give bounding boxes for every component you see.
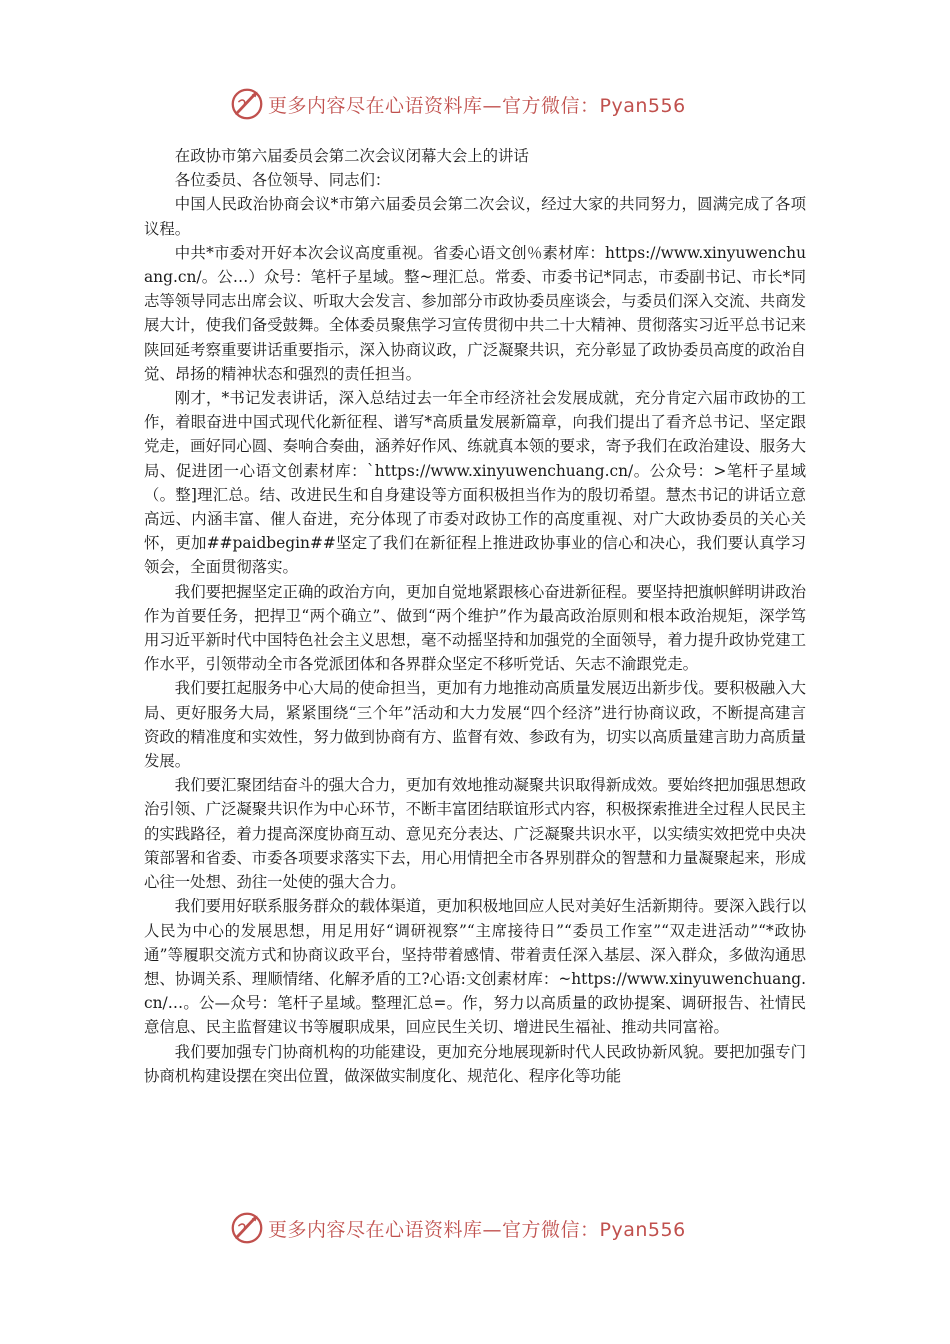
greeting: 各位委员、各位领导、同志们：: [174, 171, 391, 190]
pen-swirl-logo-icon: [228, 1209, 266, 1247]
banner-text: 更多内容尽在心语资料库—官方微信：Pyan556: [268, 94, 686, 117]
document-title: 在政协市第六届委员会第二次会议闭幕大会上的讲话: [174, 147, 529, 165]
document-body: [144, 144, 806, 1088]
pen-swirl-logo-icon: [228, 85, 266, 123]
header-banner: [228, 84, 748, 124]
paragraph: 我们要汇聚团结奋斗的强大合力，更加有效地推动凝聚共识取得新成效。要始终把加强思想政治引领、广泛凝聚共识作为中心环节，不断丰富团结联谊形式内容，积极探索推进全过程人民民主的实践路径，着力提高深度协商互动、意见充分表达、广泛凝聚共识水平，以实绩实效把党中央决策部署和省委、市委各项要求落实下去，用心用情把全市各界别群众的智慧和力量凝聚起来，形成心往一处想、劲往一处使的强大合力。: [144, 776, 806, 892]
paragraph: 我们要加强专门协商机构的功能建设，更加充分地展现新时代人民政协新风貌。要把加强专门协商机构建设摆在突出位置，做深做实制度化、规范化、程序化等功能: [144, 1042, 806, 1085]
footer-banner: [228, 1208, 748, 1248]
banner-text: 更多内容尽在心语资料库—官方微信：Pyan556: [268, 1218, 686, 1241]
paragraph: 我们要扛起服务中心大局的使命担当，更加有力地推动高质量发展迈出新步伐。要积极融入大局、更好服务大局，紧紧围绕“三个年”活动和大力发展“四个经济”进行协商议政，不断提高建言资政的精准度和实效性，努力做到协商有方、监督有效、参政有为，切实以高质量建言助力高质量发展。: [144, 679, 806, 771]
paragraph: 我们要用好联系服务群众的载体渠道，更加积极地回应人民对美好生活新期待。要深入践行以人民为中心的发展思想，用足用好“调研视察”“主席接待日”“委员工作室”“双走进活动”“*政协通”等履职交流方式和协商议政平台，坚持带着感情、带着责任深入基层、深入群众，多做沟通思想、协调关系、理顺情绪、化解矛盾的工?心语:文创素材库：~https://www.xinyuwenchuang.cn/…。公—众号：笔杆子星域。整理汇总=。作，努力以高质量的政协提案、调研报告、社情民意信息、民主监督建议书等履职成果，回应民生关切、增进民生福祉、推动共同富裕。: [144, 897, 806, 1037]
paragraph: 中国人民政治协商会议*市第六届委员会第二次会议，经过大家的共同努力，圆满完成了各项议程。: [144, 195, 806, 238]
paragraph: 我们要把握坚定正确的政治方向，更加自觉地紧跟核心奋进新征程。要坚持把旗帜鲜明讲政治作为首要任务，把捍卫“两个确立”、做到“两个维护”作为最高政治原则和根本政治规矩，深学笃用习近平新时代中国特色社会主义思想，毫不动摇坚持和加强党的全面领导，着力提升政协党建工作水平，引领带动全市各党派团体和各界群众坚定不移听党话、矢志不渝跟党走。: [144, 582, 806, 674]
paragraph: 中共*市委对开好本次会议高度重视。省委心语文创％素材库：https://www.xinyuwenchuang.cn/。公…）众号：笔杆子星域。整~理汇总。常委、市委书记*同志，市委副书记、市长*同志等领导同志出席会议、听取大会发言、参加部分市政协委员座谈会，与委员们深入交流、共商发展大计，使我们备受鼓舞。全体委员聚焦学习宣传贯彻中共二十大精神、贯彻落实习近平总书记来陕回延考察重要讲话重要指示，深入协商议政，广泛凝聚共识，充分彰显了政协委员高度的政治自觉、昂扬的精神状态和强烈的责任担当。: [144, 243, 806, 383]
paragraph: 刚才，*书记发表讲话，深入总结过去一年全市经济社会发展成就，充分肯定六届市政协的工作，着眼奋进中国式现代化新征程、谱写*高质量发展新篇章，向我们提出了看齐总书记、坚定跟党走，画好同心圆、奏响合奏曲，涵养好作风、练就真本领的要求，寄予我们在政治建设、服务大局、促进团一心语文创素材库：`https://www.xinyuwenchuang.cn/。公众号：>笔杆子星域（。整]理汇总。结、改进民生和自身建设等方面积极担当作为的殷切希望。慧杰书记的讲话立意高远、内涵丰富、催人奋进，充分体现了市委对政协工作的高度重视、对广大政协委员的关心关怀，更加##paidbegin##坚定了我们在新征程上推进政协事业的信心和决心，我们要认真学习领会，全面贯彻落实。: [144, 389, 806, 577]
